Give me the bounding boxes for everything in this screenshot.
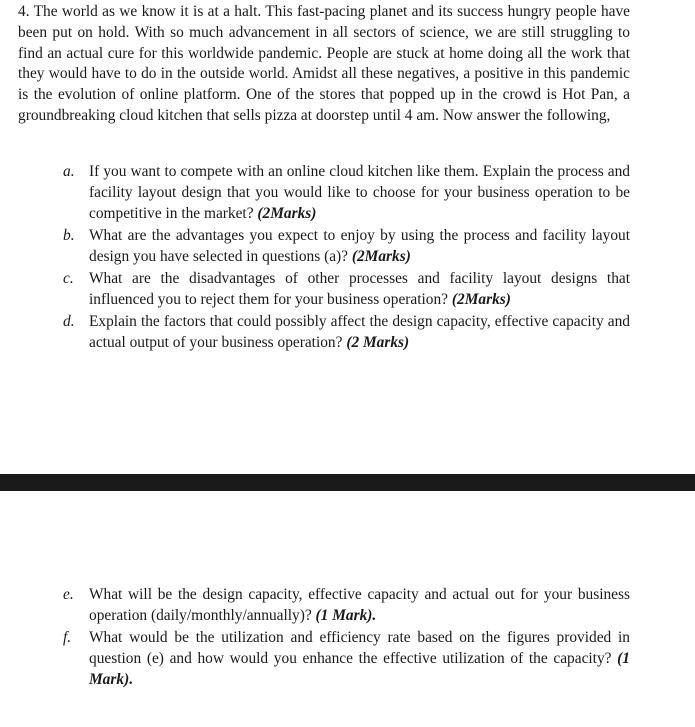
subquestion-a (0, 162, 630, 224)
subquestion-letter: d. (63, 313, 75, 331)
subquestion-text: What are the advantages you expect to enjoy by using the process and facility layout design you have selected in questions (a)? (89, 226, 630, 265)
subquestion-letter: a. (63, 163, 75, 180)
subquestion-letter: b. (63, 226, 75, 244)
subquestion-marks: (2Marks) (451, 290, 511, 308)
subquestion-letter: c. (63, 269, 74, 287)
question-intro: 4. The world as we know it is at a halt. This fast-pacing planet and its success hungry people have been put on hold. With so much advancement in all sectors of science, we are still struggling to find an actual cure for this worldwide pandemic. People are stuck at home doing all the work that they would have to do in the outside world. Amidst all these negatives, a positive in this pandemic is the evolution of online platform. One of the stores that popped up in the crowd is Hot Pan, a groundbreaking cloud kitchen that sells pizza at doorstep until 4 am. Now answer the following, (18, 3, 630, 124)
subquestion-text: Explain the factors that could possibly affect the design capacity, effective capacity and actual output of your business operation? (89, 313, 630, 351)
subquestion-text: What will be the design capacity, effective capacity and actual out for your business operation (daily/monthly/annually)? (89, 586, 630, 624)
subquestion-f (0, 628, 630, 690)
subquestion-e (0, 585, 630, 627)
subquestion-d (0, 312, 630, 354)
subquestion-list-top (0, 162, 695, 354)
subquestion-marks: (2Marks) (351, 247, 411, 265)
subquestion-text: What would be the utilization and efficiency rate based on the figures provided in question (e) and how would you enhance the effective utilization of the capacity? (89, 629, 630, 667)
page-break-divider (0, 474, 695, 491)
subquestion-list-bottom (0, 585, 695, 690)
subquestion-letter: e. (63, 586, 74, 603)
subquestion-marks: (1 Mark). (315, 606, 377, 624)
subquestion-marks: (1 Mark). (89, 649, 630, 688)
subquestion-c (0, 269, 630, 311)
subquestion-marks: (2Marks) (257, 204, 317, 222)
subquestion-text: If you want to compete with an online cloud kitchen like them. Explain the process and facility layout design that you would like to choose for your business operation to be competitive in the market? (89, 163, 630, 222)
subquestion-marks: (2 Marks) (346, 333, 410, 351)
subquestion-letter: f. (63, 629, 72, 647)
subquestion-text: What are the disadvantages of other processes and facility layout designs that influenced you to reject them for your business operation? (89, 269, 630, 308)
subquestion-b (0, 226, 630, 268)
